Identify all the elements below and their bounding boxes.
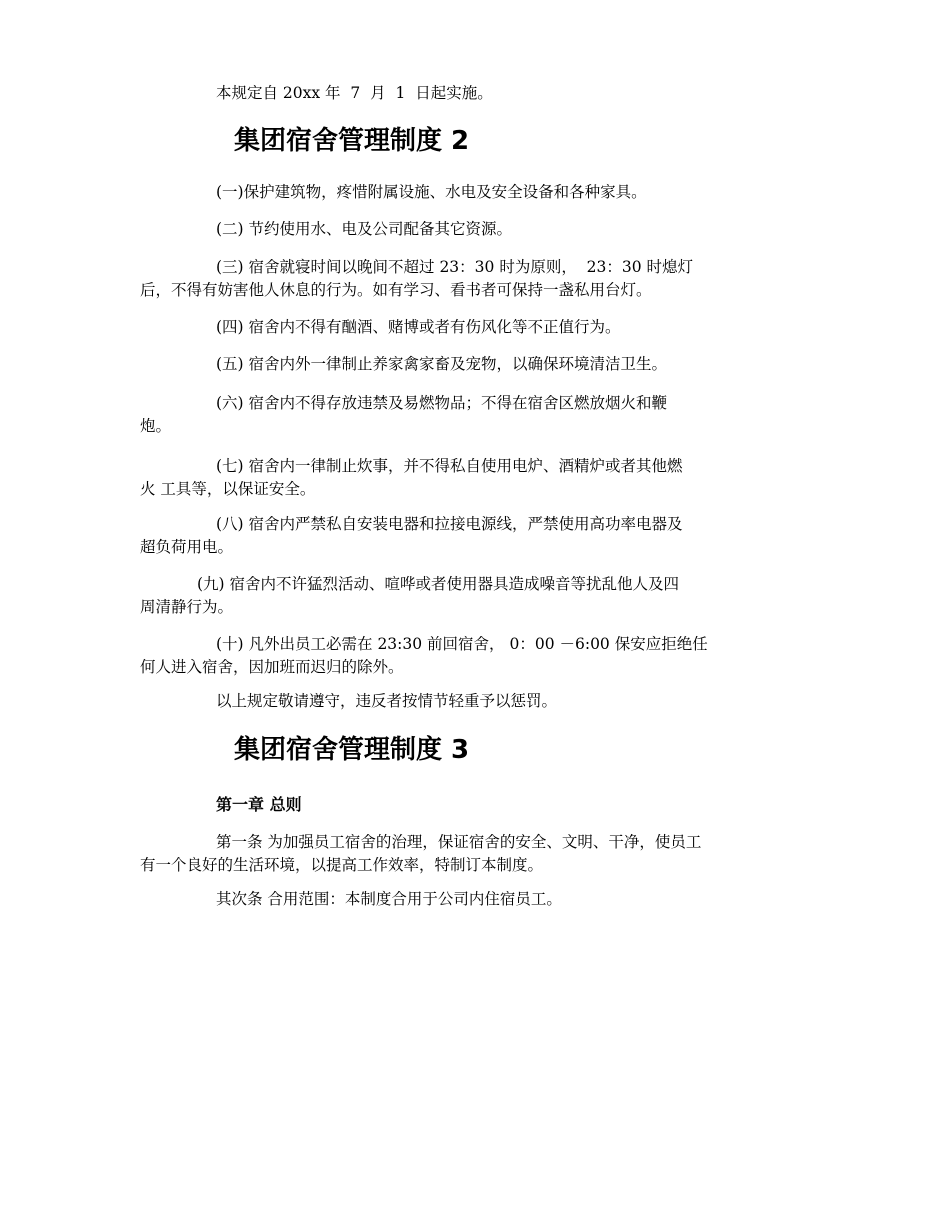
rule-item-1 <box>216 181 876 204</box>
rule-item-6 <box>140 392 800 438</box>
rule-item-7-line-1: (七) 宿舍内一律制止炊事，并不得私自使用电炉、酒精炉或者其他燃 <box>216 457 683 475</box>
rule-item-5 <box>216 353 876 376</box>
rule-item-3 <box>140 256 800 302</box>
rule-item-7 <box>140 455 800 501</box>
rule-item-3-line-1: (三) 宿舍就寝时间以晚间不超过 23：30 时为原则， 23：30 时熄灯 <box>216 258 694 276</box>
rule-item-8-line-1: (八) 宿舍内严禁私自安装电器和拉接电源线，严禁使用高功率电器及 <box>216 515 683 533</box>
section-3-title: 集团宿舍管理制度 3 <box>234 735 470 765</box>
rule-item-3-line-2: 后，不得有妨害他人休息的行为。如有学习、看书者可保持一盏私用台灯。 <box>140 281 652 299</box>
rule-item-10 <box>140 633 800 679</box>
chapter-heading: 第一章 总则 <box>216 795 302 814</box>
section-2-title: 集团宿舍管理制度 2 <box>234 126 470 156</box>
rule-item-9-line-2: 周清静行为。 <box>140 598 234 616</box>
effective-date-text: 本规定自 20xx 年 7 月 1 日起实施。 <box>216 84 493 102</box>
rule-item-6-line-1: (六) 宿舍内不得存放违禁及易燃物品；不得在宿舍区燃放烟火和鞭 <box>216 394 668 412</box>
rule-item-8 <box>140 513 800 559</box>
rule-item-4-line-1: (四) 宿舍内不得有酗酒、赌博或者有伤风化等不正值行为。 <box>216 318 621 336</box>
rule-item-8-line-2: 超负荷用电。 <box>140 538 234 556</box>
article-1-line-2: 有一个良好的生活环境，以提高工作效率，特制订本制度。 <box>140 856 544 874</box>
closing-statement-text: 以上规定敬请遵守，违反者按情节轻重予以惩罚。 <box>216 692 558 710</box>
closing-statement <box>216 690 876 713</box>
rule-item-5-line-1: (五) 宿舍内外一律制止养家禽家畜及宠物，以确保环境清洁卫生。 <box>216 355 668 373</box>
article-1 <box>140 831 800 877</box>
rule-item-4 <box>216 316 876 339</box>
article-1-line-1: 第一条 为加强员工宿舍的治理，保证宿舍的安全、文明、干净，使员工 <box>216 833 702 851</box>
rule-item-10-line-1: (十) 凡外出员工必需在 23:30 前回宿舍， 0：00 －6:00 保安应拒绝任 <box>216 635 708 653</box>
effective-date-line <box>216 82 876 105</box>
rule-item-9 <box>140 573 800 619</box>
rule-item-6-line-2: 炮。 <box>140 417 172 435</box>
rule-item-2 <box>216 218 876 241</box>
rule-item-10-line-2: 何人进入宿舍，因加班而迟归的除外。 <box>140 658 404 676</box>
rule-item-1-line-1: (一)保护建筑物，疼惜附属设施、水电及安全设备和各种家具。 <box>216 183 647 201</box>
rule-item-7-line-2: 火 工具等，以保证安全。 <box>140 480 316 498</box>
article-2 <box>216 888 876 911</box>
article-2-text: 其次条 合用范围：本制度合用于公司内住宿员工。 <box>216 890 562 908</box>
rule-item-2-line-1: (二) 节约使用水、电及公司配备其它资源。 <box>216 220 513 238</box>
rule-item-9-line-1: (九) 宿舍内不许猛烈活动、喧哗或者使用器具造成噪音等扰乱他人及四 <box>197 575 680 593</box>
